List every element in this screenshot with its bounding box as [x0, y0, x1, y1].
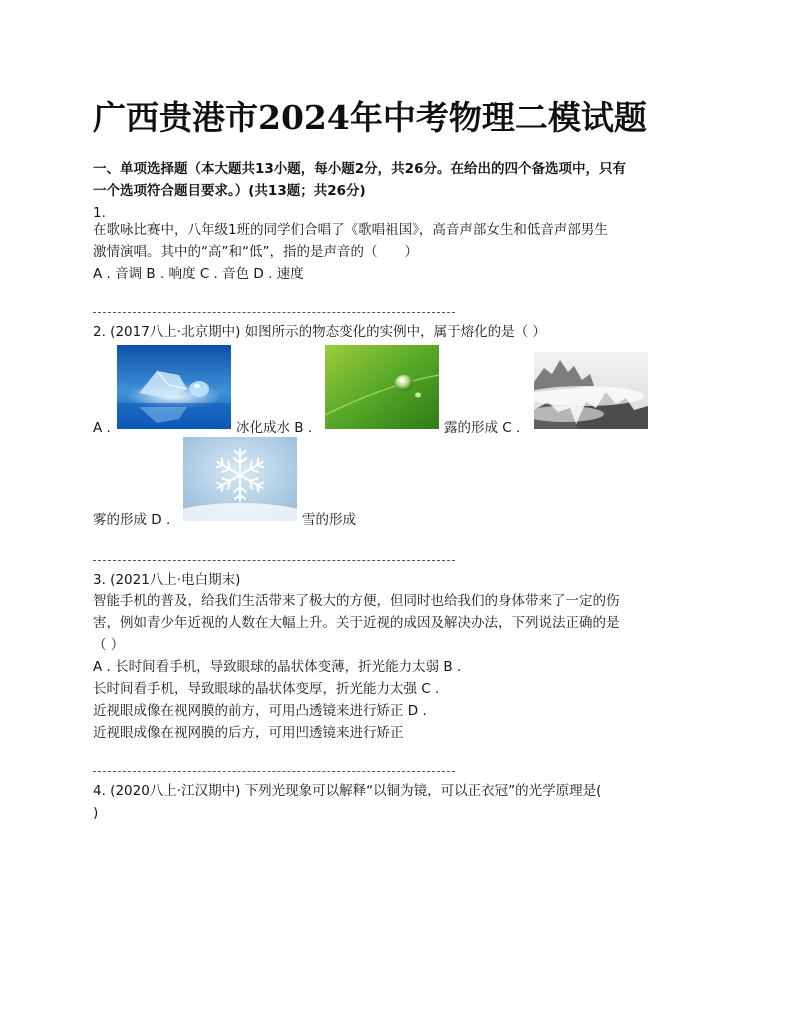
- q1-text-line2: 激情演唱。其中的“高”和“低”，指的是声音的（ ）: [93, 244, 418, 260]
- q4-stem-line1: 4. (2020八上·江汉期中) 下列光现象可以解释“以铜为镜，可以正衣冠”的光学原理是(: [93, 783, 602, 799]
- separator: [93, 560, 455, 561]
- q3-option-line1: A . 长时间看手机，导致眼球的晶状体变薄，折光能力太弱 B .: [93, 659, 462, 675]
- q2-option-a-caption: 冰化成水 B .: [236, 420, 313, 436]
- q3-option-line2: 长时间看手机，导致眼球的晶状体变厚，折光能力太强 C .: [93, 681, 440, 697]
- separator: [93, 771, 455, 772]
- section-heading-line1: 一、单项选择题（本大题共13小题，每小题2分，共26分。在给出的四个备选项中，只有: [93, 161, 626, 177]
- dew-on-leaf-image: [325, 345, 439, 429]
- ice-melting-image: [117, 345, 231, 429]
- section-heading-line2: 一个选项符合题目要求。）(共13题；共26分): [93, 183, 366, 199]
- q4-stem-line2: ): [93, 805, 99, 821]
- section-heading: [93, 158, 713, 202]
- q2-option-d-caption: 雪的形成: [302, 512, 356, 528]
- q3-option-line4: 近视眼成像在视网膜的后方，可用凹透镜来进行矫正: [93, 725, 404, 741]
- snowflake-image: [183, 437, 297, 521]
- q1-number: 1.: [93, 205, 106, 221]
- q2-option-a-label: A .: [93, 420, 111, 436]
- q1-options: A . 音调 B . 响度 C . 音色 D . 速度: [93, 266, 304, 282]
- separator: [93, 312, 455, 313]
- fog-mountains-image: [534, 352, 648, 429]
- q2-stem: 2. (2017八上·北京期中) 如图所示的物态变化的实例中，属于熔化的是（ ）: [93, 324, 546, 340]
- q1-text-line1: 在歌咏比赛中，八年级1班的同学们合唱了《歌唱祖国》，高音声部女生和低音声部男生: [93, 222, 608, 238]
- q3-text-line3: （ ）: [93, 637, 125, 653]
- page-title: 广西贵港市2024年中考物理二模试题: [93, 98, 647, 137]
- q3-option-line3: 近视眼成像在视网膜的前方，可用凸透镜来进行矫正 D .: [93, 703, 427, 719]
- q2-option-c-caption: 雾的形成 D .: [93, 512, 171, 528]
- q3-stem: 3. (2021八上·电白期末): [93, 572, 241, 588]
- q3-text-line1: 智能手机的普及，给我们生活带来了极大的方便，但同时也给我们的身体带来了一定的伤: [93, 593, 620, 609]
- q3-text-line2: 害，例如青少年近视的人数在大幅上升。关于近视的成因及解决办法，下列说法正确的是: [93, 615, 620, 631]
- q2-option-b-caption: 露的形成 C .: [444, 420, 521, 436]
